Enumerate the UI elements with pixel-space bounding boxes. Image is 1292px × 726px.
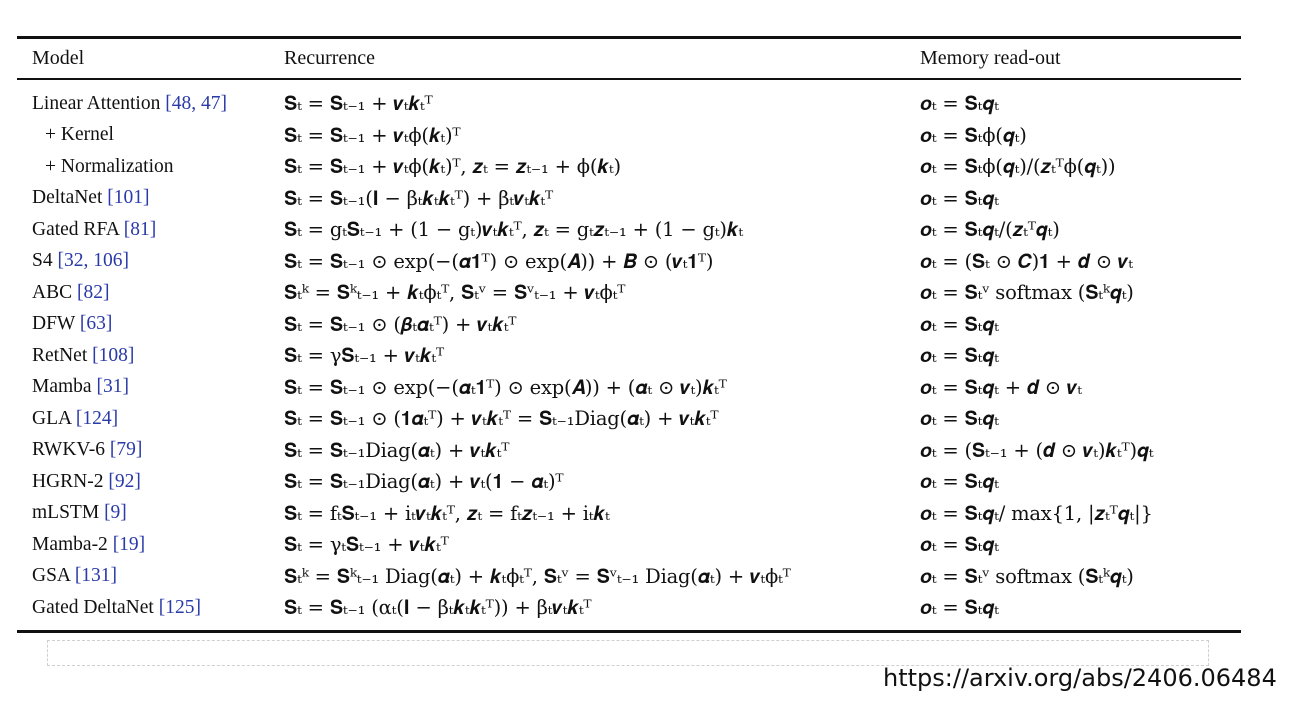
model-cell	[17, 408, 284, 430]
model-name: DeltaNet	[32, 187, 108, 209]
table-row	[17, 120, 1241, 152]
readout-equation: 𝒐ₜ = 𝐒ₜ𝒒ₜ	[920, 407, 999, 431]
recurrence-equation: 𝐒ₜᵏ = 𝐒ᵏₜ₋₁ + 𝒌ₜϕₜᵀ, 𝐒ₜᵛ = 𝐒ᵛₜ₋₁ + 𝒗ₜϕₜᵀ	[284, 281, 626, 305]
recurrence-equation: 𝐒ₜ = 𝐒ₜ₋₁ (αₜ(𝐈 − βₜ𝒌ₜ𝒌ₜᵀ)) + βₜ𝒗ₜ𝒌ₜᵀ	[284, 596, 592, 620]
header-readout: Memory read-out	[920, 47, 1061, 69]
readout-equation: 𝒐ₜ = 𝐒ₜϕ(𝒒ₜ)/(𝒛ₜᵀϕ(𝒒ₜ))	[920, 155, 1116, 179]
citation-link[interactable]: [131]	[74, 565, 118, 587]
model-name: Linear Attention	[32, 92, 166, 114]
citation-link[interactable]: [19]	[112, 533, 146, 555]
table-row	[17, 529, 1241, 561]
comparison-table	[17, 36, 1241, 633]
table-body	[17, 80, 1241, 630]
table-header	[17, 39, 1241, 78]
table-row	[17, 403, 1241, 435]
recurrence-equation: 𝐒ₜ = 𝐒ₜ₋₁ ⊙ exp(−(𝜶𝟏ᵀ) ⊙ exp(𝑨)) + 𝑩 ⊙ (𝒗ₜ𝟏ᵀ)	[284, 249, 714, 273]
table-row	[17, 435, 1241, 467]
model-name: GLA	[32, 407, 76, 429]
model-cell	[17, 219, 284, 241]
table-row	[17, 151, 1241, 183]
readout-equation: 𝒐ₜ = 𝐒ₜ𝒒ₜ/(𝒛ₜᵀ𝒒ₜ)	[920, 218, 1060, 242]
recurrence-equation: 𝐒ₜ = 𝐒ₜ₋₁ ⊙ (𝜷ₜ𝜶ₜᵀ) + 𝒗ₜ𝒌ₜᵀ	[284, 312, 517, 336]
readout-equation: 𝒐ₜ = 𝐒ₜ𝒒ₜ	[920, 596, 999, 620]
model-cell	[17, 502, 284, 524]
citation-link[interactable]: [31]	[96, 376, 129, 398]
table-row	[17, 277, 1241, 309]
model-cell	[17, 282, 284, 304]
header-model: Model	[32, 47, 85, 69]
citation-link[interactable]: [125]	[158, 596, 201, 618]
table-row	[17, 88, 1241, 120]
table-row	[17, 309, 1241, 341]
model-cell	[17, 439, 284, 461]
citation-link[interactable]: [79]	[109, 439, 143, 461]
model-cell	[17, 345, 284, 367]
recurrence-equation: 𝐒ₜ = 𝐒ₜ₋₁Diag(𝜶ₜ) + 𝒗ₜ𝒌ₜᵀ	[284, 438, 510, 462]
citation-link[interactable]: [32, 106]	[57, 250, 129, 272]
model-cell	[17, 187, 284, 209]
model-name: mLSTM	[32, 502, 105, 524]
table-row	[17, 340, 1241, 372]
dashed-placeholder-box	[47, 640, 1209, 666]
readout-equation: 𝒐ₜ = 𝐒ₜ𝒒ₜ	[920, 92, 999, 116]
readout-equation: 𝒐ₜ = 𝐒ₜ𝒒ₜ	[920, 533, 999, 557]
recurrence-equation: 𝐒ₜ = 𝐒ₜ₋₁ + 𝒗ₜ𝒌ₜᵀ	[284, 92, 433, 116]
table-row	[17, 561, 1241, 593]
model-cell	[17, 376, 284, 398]
model-name: Mamba	[32, 376, 97, 398]
source-url: https://arxiv.org/abs/2406.06484	[883, 664, 1277, 692]
model-name: GSA	[32, 565, 75, 587]
citation-link[interactable]: [101]	[107, 187, 150, 209]
model-name: RWKV-6	[32, 439, 110, 461]
recurrence-equation: 𝐒ₜ = fₜ𝐒ₜ₋₁ + iₜ𝒗ₜ𝒌ₜᵀ, 𝒛ₜ = fₜ𝒛ₜ₋₁ + iₜ𝒌ₜ	[284, 501, 610, 525]
model-name: Gated DeltaNet	[32, 596, 159, 618]
citation-link[interactable]: [82]	[76, 281, 110, 303]
citation-link[interactable]: [124]	[75, 407, 119, 429]
readout-equation: 𝒐ₜ = 𝐒ₜ𝒒ₜ/ max{1, |𝒛ₜᵀ𝒒ₜ|}	[920, 501, 1153, 525]
table-row	[17, 246, 1241, 278]
readout-equation: 𝒐ₜ = (𝐒ₜ₋₁ + (𝒅 ⊙ 𝒗ₜ)𝒌ₜᵀ)𝒒ₜ	[920, 438, 1154, 462]
model-name: Gated RFA	[32, 218, 124, 240]
model-name: Mamba-2	[32, 533, 113, 555]
header-recurrence: Recurrence	[284, 47, 376, 69]
readout-equation: 𝒐ₜ = 𝐒ₜ𝒒ₜ	[920, 186, 999, 210]
recurrence-equation: 𝐒ₜ = gₜ𝐒ₜ₋₁ + (1 − gₜ)𝒗ₜ𝒌ₜᵀ, 𝒛ₜ = gₜ𝒛ₜ₋₁ + (1 − gₜ)𝒌ₜ	[284, 218, 743, 242]
readout-equation: 𝒐ₜ = 𝐒ₜ𝒒ₜ	[920, 312, 999, 336]
readout-equation: 𝒐ₜ = 𝐒ₜᵛ softmax (𝐒ₜᵏ𝒒ₜ)	[920, 281, 1134, 305]
model-cell	[17, 597, 284, 619]
model-name: S4	[32, 250, 58, 272]
readout-equation: 𝒐ₜ = 𝐒ₜ𝒒ₜ + 𝒅 ⊙ 𝒗ₜ	[920, 375, 1082, 399]
recurrence-equation: 𝐒ₜ = 𝐒ₜ₋₁ + 𝒗ₜϕ(𝒌ₜ)ᵀ, 𝒛ₜ = 𝒛ₜ₋₁ + ϕ(𝒌ₜ)	[284, 155, 621, 179]
model-name: RetNet	[32, 344, 93, 366]
recurrence-equation: 𝐒ₜ = 𝐒ₜ₋₁ ⊙ exp(−(𝜶ₜ𝟏ᵀ) ⊙ exp(𝑨)) + (𝜶ₜ ⊙ 𝒗ₜ)𝒌ₜᵀ	[284, 375, 727, 399]
model-name: ABC	[32, 281, 77, 303]
recurrence-equation: 𝐒ₜ = 𝐒ₜ₋₁Diag(𝜶ₜ) + 𝒗ₜ(𝟏 − 𝜶ₜ)ᵀ	[284, 470, 564, 494]
readout-equation: 𝒐ₜ = 𝐒ₜ𝒒ₜ	[920, 344, 999, 368]
model-name: DFW	[32, 313, 80, 335]
model-name: HGRN-2	[32, 470, 109, 492]
table-row	[17, 466, 1241, 498]
recurrence-equation: 𝐒ₜ = γₜ𝐒ₜ₋₁ + 𝒗ₜ𝒌ₜᵀ	[284, 533, 449, 557]
recurrence-equation: 𝐒ₜ = γ𝐒ₜ₋₁ + 𝒗ₜ𝒌ₜᵀ	[284, 344, 444, 368]
readout-equation: 𝒐ₜ = (𝐒ₜ ⊙ 𝑪)𝟏 + 𝒅 ⊙ 𝒗ₜ	[920, 249, 1133, 273]
model-name: + Normalization	[45, 155, 174, 177]
readout-equation: 𝒐ₜ = 𝐒ₜᵛ softmax (𝐒ₜᵏ𝒒ₜ)	[920, 564, 1134, 588]
model-cell	[17, 534, 284, 556]
model-cell	[17, 471, 284, 493]
model-cell	[17, 313, 284, 335]
citation-link[interactable]: [92]	[108, 470, 141, 492]
model-cell	[17, 565, 284, 587]
recurrence-equation: 𝐒ₜᵏ = 𝐒ᵏₜ₋₁ Diag(𝜶ₜ) + 𝒌ₜϕₜᵀ, 𝐒ₜᵛ = 𝐒ᵛₜ₋₁ Diag(𝜶ₜ) + 𝒗ₜϕₜᵀ	[284, 564, 791, 588]
recurrence-equation: 𝐒ₜ = 𝐒ₜ₋₁ ⊙ (𝟏𝜶ₜᵀ) + 𝒗ₜ𝒌ₜᵀ = 𝐒ₜ₋₁Diag(𝜶ₜ) + 𝒗ₜ𝒌ₜᵀ	[284, 407, 719, 431]
model-cell	[17, 250, 284, 272]
citation-link[interactable]: [81]	[123, 218, 157, 240]
recurrence-equation: 𝐒ₜ = 𝐒ₜ₋₁(𝐈 − βₜ𝒌ₜ𝒌ₜᵀ) + βₜ𝒗ₜ𝒌ₜᵀ	[284, 186, 554, 210]
bottom-rule	[17, 630, 1241, 633]
table-row	[17, 592, 1241, 624]
recurrence-equation: 𝐒ₜ = 𝐒ₜ₋₁ + 𝒗ₜϕ(𝒌ₜ)ᵀ	[284, 123, 461, 147]
table-row	[17, 498, 1241, 530]
citation-link[interactable]: [48, 47]	[165, 92, 227, 114]
table-row	[17, 183, 1241, 215]
table-row	[17, 372, 1241, 404]
citation-link[interactable]: [108]	[92, 344, 135, 366]
readout-equation: 𝒐ₜ = 𝐒ₜ𝒒ₜ	[920, 470, 999, 494]
readout-equation: 𝒐ₜ = 𝐒ₜϕ(𝒒ₜ)	[920, 123, 1027, 147]
model-cell	[17, 156, 284, 178]
table-row	[17, 214, 1241, 246]
model-cell	[17, 124, 284, 146]
model-cell	[17, 93, 284, 115]
citation-link[interactable]: [9]	[104, 502, 127, 524]
citation-link[interactable]: [63]	[79, 313, 113, 335]
model-name: + Kernel	[45, 124, 114, 146]
